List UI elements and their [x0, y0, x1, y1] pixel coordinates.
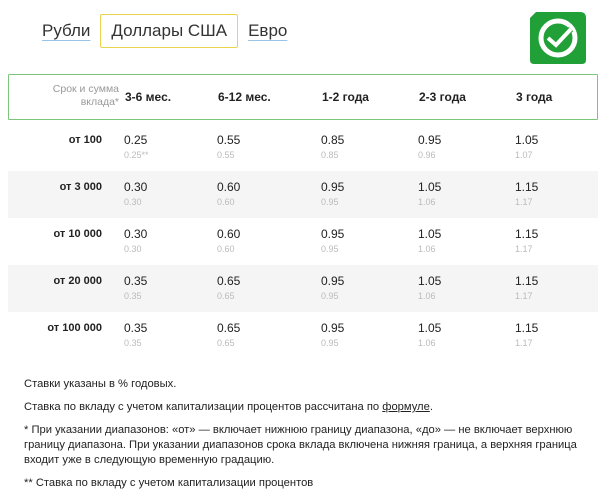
table-row — [8, 171, 598, 218]
rate-value: 0.30 — [124, 227, 148, 241]
period-header: 6-12 мес. — [218, 90, 271, 104]
capitalized-rate-value: 0.65 — [217, 291, 235, 301]
rate-value: 1.15 — [515, 227, 539, 241]
deposit-amount: от 100 000 — [47, 322, 102, 334]
deposit-amount: от 3 000 — [59, 181, 102, 193]
rate-value: 1.05 — [515, 133, 539, 147]
header-hint: Срок и сумма вклада* — [52, 83, 119, 108]
table-row — [8, 265, 598, 312]
rate-value: 1.15 — [515, 321, 539, 335]
capitalized-rate-value: 1.17 — [515, 291, 533, 301]
capitalized-rate-value: 0.95 — [321, 197, 339, 207]
rate-value: 0.95 — [418, 133, 442, 147]
rate-value: 1.15 — [515, 274, 539, 288]
rate-value: 0.35 — [124, 321, 148, 335]
rate-value: 0.65 — [217, 274, 241, 288]
note-percent: Ставки указаны в % годовых. — [24, 378, 177, 390]
capitalized-rate-value: 0.65 — [217, 338, 235, 348]
sberbank-logo-icon — [526, 8, 588, 66]
capitalized-rate-value: 0.85 — [321, 150, 339, 160]
capitalized-rate-value: 0.60 — [217, 197, 235, 207]
table-row — [8, 124, 598, 171]
currency-tabs — [34, 14, 297, 48]
rate-value: 1.05 — [418, 274, 442, 288]
capitalized-rate-value: 0.95 — [321, 244, 339, 254]
footnotes — [24, 377, 594, 499]
table-row — [8, 312, 598, 359]
capitalized-rate-value: 0.95 — [321, 291, 339, 301]
deposit-amount: от 100 — [68, 134, 102, 146]
capitalized-rate-value: 0.30 — [124, 244, 142, 254]
note-double-star: ** Ставка по вкладу с учетом капитализации процентов — [24, 477, 314, 489]
rate-value: 0.65 — [217, 321, 241, 335]
tab-rubles[interactable]: Рубли — [42, 21, 91, 40]
capitalized-rate-value: 0.96 — [418, 150, 436, 160]
capitalized-rate-value: 0.30 — [124, 197, 142, 207]
rate-value: 0.85 — [321, 133, 345, 147]
capitalized-rate-value: 1.07 — [515, 150, 533, 160]
rate-value: 0.35 — [124, 274, 148, 288]
rate-value: 0.30 — [124, 180, 148, 194]
capitalized-rate-value: 0.55 — [217, 150, 235, 160]
note-ranges: * При указании диапазонов: «от» — включает нижнюю границу диапазона, «до» — не включает верхнюю границу диапазона. При указании диапазонов срока вклада включена нижняя граница, а верхняя граница входит уже в следующую временную градацию. — [24, 424, 577, 466]
capitalized-rate-value: 1.06 — [418, 338, 436, 348]
rate-value: 1.05 — [418, 321, 442, 335]
period-header: 1-2 года — [322, 90, 369, 104]
rate-value: 1.05 — [418, 180, 442, 194]
table-row — [8, 218, 598, 265]
formula-link[interactable]: формуле — [382, 401, 430, 413]
rate-value: 1.15 — [515, 180, 539, 194]
capitalized-rate-value: 1.17 — [515, 338, 533, 348]
note-capitalization: Ставка по вкладу с учетом капитализации процентов рассчитана по формуле. — [24, 401, 433, 413]
rate-value: 0.60 — [217, 180, 241, 194]
capitalized-rate-value: 0.35 — [124, 338, 142, 348]
rate-value: 0.95 — [321, 274, 345, 288]
rate-value: 0.95 — [321, 321, 345, 335]
rate-value: 0.95 — [321, 180, 345, 194]
capitalized-rate-value: 0.35 — [124, 291, 142, 301]
rate-value: 0.60 — [217, 227, 241, 241]
period-header: 3-6 мес. — [125, 90, 172, 104]
capitalized-rate-value: 0.25** — [124, 150, 149, 160]
deposit-amount: от 20 000 — [53, 275, 102, 287]
rate-value: 0.55 — [217, 133, 241, 147]
capitalized-rate-value: 1.17 — [515, 197, 533, 207]
rate-value: 0.95 — [321, 227, 345, 241]
capitalized-rate-value: 0.60 — [217, 244, 235, 254]
capitalized-rate-value: 1.17 — [515, 244, 533, 254]
rate-value: 1.05 — [418, 227, 442, 241]
capitalized-rate-value: 1.06 — [418, 291, 436, 301]
capitalized-rate-value: 1.06 — [418, 244, 436, 254]
capitalized-rate-value: 0.95 — [321, 338, 339, 348]
period-header: 2-3 года — [419, 90, 466, 104]
tab-usd[interactable]: Доллары США — [100, 14, 238, 48]
rate-value: 0.25 — [124, 133, 148, 147]
tab-euro[interactable]: Евро — [248, 21, 288, 40]
table-header — [8, 74, 598, 120]
deposit-rates-table — [8, 74, 598, 359]
period-header: 3 года — [516, 90, 553, 104]
capitalized-rate-value: 1.06 — [418, 197, 436, 207]
deposit-amount: от 10 000 — [53, 228, 102, 240]
